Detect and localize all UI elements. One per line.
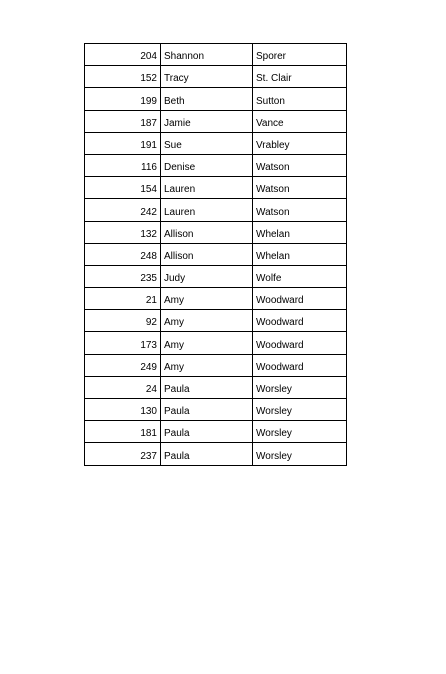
table-row [85, 399, 347, 421]
first-name-cell: Lauren [161, 177, 253, 199]
last-name-cell: Vance [253, 110, 347, 132]
name-roster-table [84, 43, 347, 466]
last-name-cell: Worsley [253, 421, 347, 443]
row-id-cell: 242 [85, 199, 161, 221]
row-id-cell: 181 [85, 421, 161, 443]
last-name-cell: Woodward [253, 288, 347, 310]
last-name-cell: Wolfe [253, 265, 347, 287]
last-name-cell: Woodward [253, 310, 347, 332]
table-row [85, 110, 347, 132]
first-name-cell: Judy [161, 265, 253, 287]
first-name-cell: Denise [161, 154, 253, 176]
first-name-cell: Jamie [161, 110, 253, 132]
row-id-cell: 154 [85, 177, 161, 199]
table-row [85, 132, 347, 154]
first-name-cell: Shannon [161, 44, 253, 66]
first-name-cell: Paula [161, 421, 253, 443]
table-row [85, 177, 347, 199]
first-name-cell: Amy [161, 332, 253, 354]
table-row [85, 288, 347, 310]
first-name-cell: Lauren [161, 199, 253, 221]
last-name-cell: Woodward [253, 332, 347, 354]
table-row [85, 265, 347, 287]
row-id-cell: 237 [85, 443, 161, 465]
table-row [85, 443, 347, 465]
row-id-cell: 173 [85, 332, 161, 354]
row-id-cell: 152 [85, 66, 161, 88]
row-id-cell: 204 [85, 44, 161, 66]
last-name-cell: Worsley [253, 443, 347, 465]
last-name-cell: St. Clair [253, 66, 347, 88]
table-row [85, 243, 347, 265]
table-row [85, 376, 347, 398]
row-id-cell: 24 [85, 376, 161, 398]
first-name-cell: Paula [161, 443, 253, 465]
row-id-cell: 92 [85, 310, 161, 332]
table-row [85, 354, 347, 376]
row-id-cell: 199 [85, 88, 161, 110]
last-name-cell: Whelan [253, 243, 347, 265]
row-id-cell: 235 [85, 265, 161, 287]
row-id-cell: 116 [85, 154, 161, 176]
roster-table-body [85, 44, 347, 466]
table-row [85, 421, 347, 443]
table-row [85, 44, 347, 66]
first-name-cell: Amy [161, 288, 253, 310]
row-id-cell: 191 [85, 132, 161, 154]
row-id-cell: 132 [85, 221, 161, 243]
row-id-cell: 248 [85, 243, 161, 265]
first-name-cell: Amy [161, 310, 253, 332]
last-name-cell: Vrabley [253, 132, 347, 154]
last-name-cell: Sutton [253, 88, 347, 110]
last-name-cell: Worsley [253, 376, 347, 398]
row-id-cell: 249 [85, 354, 161, 376]
last-name-cell: Watson [253, 177, 347, 199]
last-name-cell: Watson [253, 154, 347, 176]
row-id-cell: 21 [85, 288, 161, 310]
table-row [85, 199, 347, 221]
first-name-cell: Sue [161, 132, 253, 154]
last-name-cell: Watson [253, 199, 347, 221]
first-name-cell: Beth [161, 88, 253, 110]
table-row [85, 154, 347, 176]
first-name-cell: Allison [161, 243, 253, 265]
row-id-cell: 187 [85, 110, 161, 132]
first-name-cell: Paula [161, 376, 253, 398]
table-row [85, 310, 347, 332]
first-name-cell: Amy [161, 354, 253, 376]
table-row [85, 66, 347, 88]
table-row [85, 221, 347, 243]
table-row [85, 88, 347, 110]
last-name-cell: Worsley [253, 399, 347, 421]
first-name-cell: Paula [161, 399, 253, 421]
last-name-cell: Woodward [253, 354, 347, 376]
table-row [85, 332, 347, 354]
first-name-cell: Tracy [161, 66, 253, 88]
row-id-cell: 130 [85, 399, 161, 421]
first-name-cell: Allison [161, 221, 253, 243]
last-name-cell: Whelan [253, 221, 347, 243]
last-name-cell: Sporer [253, 44, 347, 66]
